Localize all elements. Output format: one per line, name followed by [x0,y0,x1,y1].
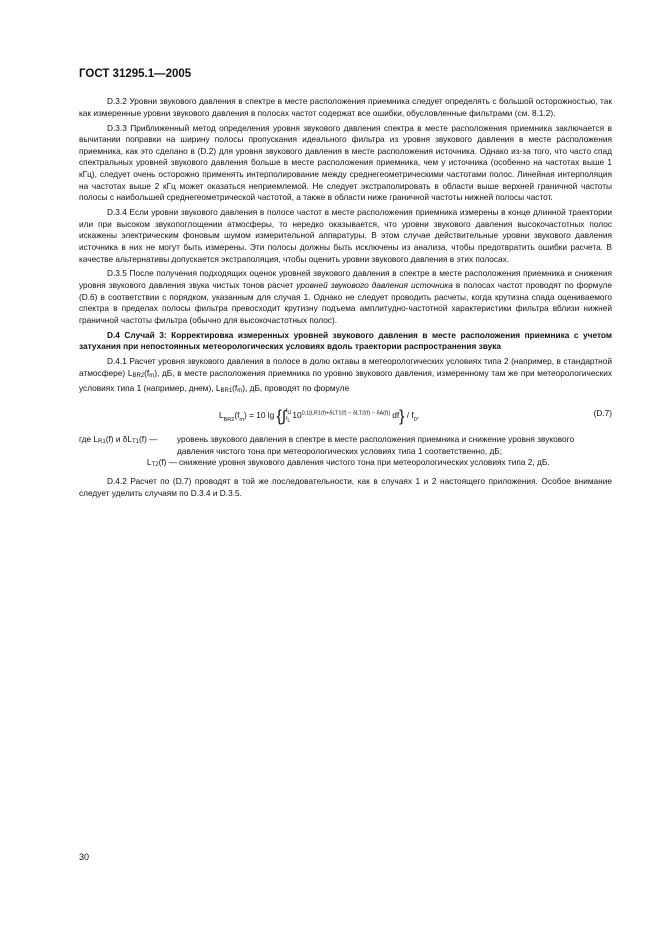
page-number: 30 [79,852,90,862]
document-body [79,96,612,503]
legend-label [79,457,179,472]
brace-open: { [276,408,282,426]
section-d-4-heading: D.4 Случай 3: Корректировка измеренных уровней звукового давления в месте расположения приемника с учетом затухания при непостоянных метеорологических условиях вдоль траектории распространения звука [79,329,612,352]
text-run: (f [232,382,238,393]
legend-row [79,457,612,472]
document-header: ГОСТ 31295.1—2005 [79,68,192,80]
legend-description: уровень звукового давления в спектре в месте расположения приемника и снижение уровня звукового давления чистого тона при метеорологических условиях типа 1 соответственно, дБ; [177,434,575,456]
exponent-part: R1(f)+δL [313,410,335,417]
subscript: T2 [151,462,159,469]
formula-symbol: L [219,410,224,421]
paragraph-d-3-3: D.3.3 Приближенный метод определения уровня звукового давления спектра в месте расположения приемника заключается в вычитании поправки на ширину полосы пропускания идеального фильтра из уровня звукового давления в месте расположения приемника, как это сделано в (D.2) для уровня звукового давления в месте расположения источника. Однако из-за того, что часто спад спектральных уровней звукового давления больше в месте расположения приемника, чем у источника (особенно на частотах выше 1 кГц), следует очень осторожно применять интерполирование между среднегеометрическими частотами полос. Линейная интерполяция на частотах выше 2 кГц может оказаться неприемлемой. Не следует экстраполировать в области выше верхней граничной частоты полосы с наибольшей среднегеометрической частотой, а также в области ниже граничной частоты нижней полосы частот. [79,122,612,203]
formula-subscript: U [287,410,292,417]
legend-description: снижение уровня звукового давления чистого тона при метеорологических условиях типа 2, дБ. [179,457,550,468]
text-run: (f) и δL [105,434,133,445]
formula-number: (D.7) [593,408,612,419]
exponent-part: 0,1[L [301,410,314,417]
brace-close: } [399,408,405,426]
subscript: m [237,387,243,394]
legend-label [79,434,177,457]
formula-expression: $L_{BR2}(f_m) = 10$ $\lg \{\int f_U$ $f_L10^{0,1[LR1(f)+\delta LT1(f) - \delta LT2(f) - \delta A(f)]}$ $df\} / f_0$, [219,408,420,426]
paragraph-d-3-5-part-a: D.3.5 После получения подходящих оценок уровней звукового давления в спектре в месте расположения приемника и снижения уровня звукового давления звука чистых тонов расчет [79,268,612,291]
text-run: D.4.1 Расчет уровня звукового давления в полосе в долю октавы в метеорологических условиях типа 2 (например, в стандартной атмосфере) L [79,356,612,379]
integral-sign: ∫ [281,408,286,426]
formula-symbol: ) = 10 lg [244,410,275,421]
text-run: ), дБ, проводят по формуле [242,382,350,393]
exponent-part: T1(f) − δL [334,410,359,417]
subscript: BR2 [132,373,145,380]
lower-limit: f [285,416,288,423]
text-run: L [146,457,152,468]
formula-base: 10 [292,410,302,421]
paragraph-d-3-2: D.3.2 Уровни звукового давления в спектре в месте расположения приемника следует определять с большой осторожностью, так как измеренные уровни звукового давления в полосах частот содержат все ошибки, обусловленные фильтрами (см. 8.1.2). [79,96,612,118]
formula-subscript: BR2 [223,417,235,424]
paragraph-d-3-5-italic: уровней звукового давления источника [296,280,453,291]
exponent-part: T2(f) − δA(f)] [358,410,390,417]
formula-subscript: 0 [413,417,417,424]
upper-limit: f [285,408,288,415]
legend-row [79,434,612,457]
formula-legend [79,434,612,472]
text-run: (f [144,368,150,379]
subscript: BR1 [220,387,233,394]
formula-symbol: / f [406,410,414,421]
subscript: R1 [98,439,106,446]
paragraph-d-4-2: D.4.2 Расчет по (D.7) проводят в той же последовательности, как в случаях 1 и 2 настоящего приложения. Особое внимание следует уделить случаям по D.3.4 и D.3.5. [79,475,612,498]
formula-subscript: L [287,418,291,425]
text-run: где L [79,434,99,445]
formula-exponent [302,411,390,417]
paragraph-d-3-4: D.3.4 Если уровни звукового давления в полосе частот в месте расположения приемника измерены в конце длинной траектории или при высоком звукопоглощении атмосферы, то нередко оказывается, что уровни звукового давления высокочастотных полос искажены электрическим фоновым шумом измерительной аппаратуры. В этом случае действительные уровни звукового давления источника в них не могут быть измерены. Эти полосы должны быть исключены из анализа, чтобы предотвратить ошибки расчета. В качестве альтернативы допускается экстраполяция, чтобы оценить уровни звукового давления в этих полосах. [79,207,612,264]
text-run: ), дБ, в месте расположения приемника по уровню звукового давления, измеренному там же при метеорологических условиях типа 1 (например, днем), L [79,368,612,393]
formula-d-7 [79,402,612,428]
text-run: (f) — [139,434,158,445]
subscript: m [149,373,155,380]
text-run: (f) — [158,457,177,468]
subscript: T1 [132,439,140,446]
formula-symbol: (f [234,410,240,421]
paragraph-d-3-5-part-b: в полосах частот проводят по формуле (D.6) в соответствии с порядком, указанным для случая 1. Однако не следует проводить расчеты, когда крутизна спада оцениваемого спектра в пределах полосы фильтра превосходит крутизну подъема амплитудно-частотной характеристики фильтра вблизи нижней граничной частоты фильтра (обычно для высокочастотных полос). [79,280,612,325]
paragraph-d-3-5 [79,268,612,326]
paragraph-d-4-1 [79,356,612,397]
formula-subscript: m [239,417,244,424]
formula-differential: df [392,410,400,421]
integral-limits [286,408,291,424]
